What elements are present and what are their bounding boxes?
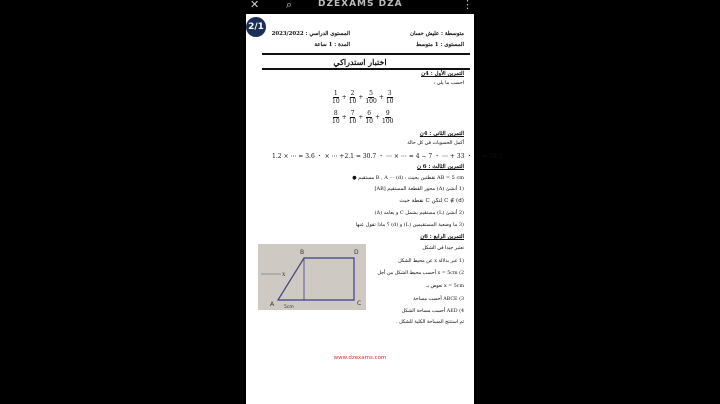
header-divider — [262, 53, 470, 55]
fraction-denominator: 10 — [332, 118, 340, 125]
vertex-label-a: A — [270, 301, 275, 308]
title-divider — [262, 68, 470, 70]
class-level: المستوى : 1 متوسط — [415, 42, 464, 48]
exercise-2-title: التمرين الثاني : 4ن — [419, 131, 464, 137]
plus-operator: + — [358, 94, 364, 101]
fraction — [386, 90, 394, 105]
page-indicator[interactable]: 2/1 — [246, 17, 266, 37]
fraction-numerator: 8 — [333, 110, 338, 117]
bottom-side-label: 5cm — [284, 305, 294, 310]
exercise-4-line-3: x = 5cm (2 أحسب محيط الشكل من أجل — [377, 271, 464, 276]
plus-operator: + — [378, 94, 384, 101]
fraction-numerator: 7 — [350, 110, 355, 117]
fraction — [349, 90, 357, 105]
exam-title: اختبار استدراكي — [333, 57, 387, 67]
figure-sketch — [258, 244, 366, 310]
fraction — [382, 110, 393, 125]
exercise-3-line-3: C ∉ (d) لتكن C نقطة حيث — [399, 198, 464, 204]
side-label-x: x — [282, 271, 286, 278]
fraction-numerator: 1 — [333, 90, 338, 97]
exercise-3-title: التمرين الثالث : 6 ن — [416, 164, 464, 170]
fraction-numerator: 9 — [385, 110, 390, 117]
plus-operator: + — [341, 94, 347, 101]
fraction-denominator: 10 — [385, 98, 394, 105]
exercise-2-instruction: أكمل الحسوبات في كل حالة — [407, 141, 464, 146]
plus-operator: + — [358, 114, 364, 121]
exercise-4-line-5: ABCE (3 أحسب مساحة — [413, 297, 464, 302]
exercise-4-line-4: x = 5cm نعوض بـ — [426, 284, 464, 289]
fraction — [332, 90, 340, 105]
fraction-numerator: 5 — [369, 90, 373, 97]
exercise-4-line-1: نعتبر جيدا في الشكل — [422, 246, 464, 251]
fraction — [365, 110, 373, 125]
exam-duration: المدة : 1 ساعة — [314, 42, 350, 48]
fraction-row-1 — [332, 90, 393, 105]
vertex-label-c: C — [357, 300, 362, 307]
video-bottom-bar — [0, 392, 720, 404]
exercise-1-instruction: احسب ما يلي : — [433, 81, 464, 86]
search-icon[interactable]: ⌕ — [286, 0, 293, 11]
school-year: المستوى الدراسي : 2023/2022 — [271, 31, 350, 37]
plus-operator: + — [374, 114, 381, 121]
fraction-numerator: 6 — [367, 110, 372, 117]
exercise-3-line-4: (2 أنشئ (L) مستقيم يشمل C و يعامد (Δ) — [374, 210, 464, 216]
exercise-1-title: التمرين الأول : 4ن — [421, 71, 464, 77]
plus-operator: + — [341, 114, 347, 121]
fraction-denominator: 100 — [382, 118, 394, 125]
exercise-4-line-7: ثم استنتج المساحة الكلية للشكل . — [396, 320, 464, 325]
fraction-numerator: 2 — [350, 90, 355, 97]
fraction — [349, 110, 357, 125]
fraction — [365, 90, 376, 105]
vertex-label-b: B — [300, 249, 305, 256]
video-top-bar — [0, 0, 720, 14]
exercise-3-line-5: (3 ما وضعية المستقيمين (L) و (d) ؟ ماذا تقول عنها — [355, 222, 464, 228]
fraction — [332, 110, 340, 125]
fraction-denominator: 100 — [365, 98, 377, 105]
figure-photo — [258, 244, 366, 310]
fraction-denominator: 10 — [348, 118, 357, 125]
fraction-denominator: 10 — [332, 98, 340, 105]
close-icon[interactable]: ✕ — [250, 0, 260, 11]
exam-page — [246, 14, 503, 404]
school-name: متوسطة : عليش حسان — [410, 31, 464, 37]
fraction-numerator: 3 — [387, 90, 392, 97]
fraction-denominator: 10 — [348, 98, 357, 105]
exercise-3-line-1: AB = 5 cm نقطتين بحيث : B , A ⋯ (d) مستقيم ● — [352, 175, 464, 181]
video-title: DZEXAMS DZA — [318, 0, 403, 9]
exercise-4-title: التمرين الرابع : 6ن — [420, 234, 464, 240]
exercise-2-equations: 1.2 × ⋯ = 3.6 ・ × ⋯ +2.1 = 30.7 ・ ⋯ × ⋯ = 4 − 7 ・ ⋯ + 33 ・ ⋯ = 10.5 — [272, 153, 503, 160]
fraction-denominator: 10 — [365, 118, 373, 125]
footer-link[interactable]: www.dzexams.com — [333, 355, 387, 361]
fraction-row-2 — [332, 110, 393, 125]
more-icon[interactable]: ⋮ — [462, 0, 473, 11]
vertex-label-d: D — [354, 249, 359, 256]
exercise-4-line-2: (1 عبر بدلالة x عن محيط الشكل — [398, 259, 464, 264]
exercise-3-line-2: (1 أنشئ (Δ) محور القطعة المستقيم [AB] — [374, 186, 464, 192]
exercise-4-line-6: AED (4 أحسب مساحة الشكل — [401, 309, 464, 314]
